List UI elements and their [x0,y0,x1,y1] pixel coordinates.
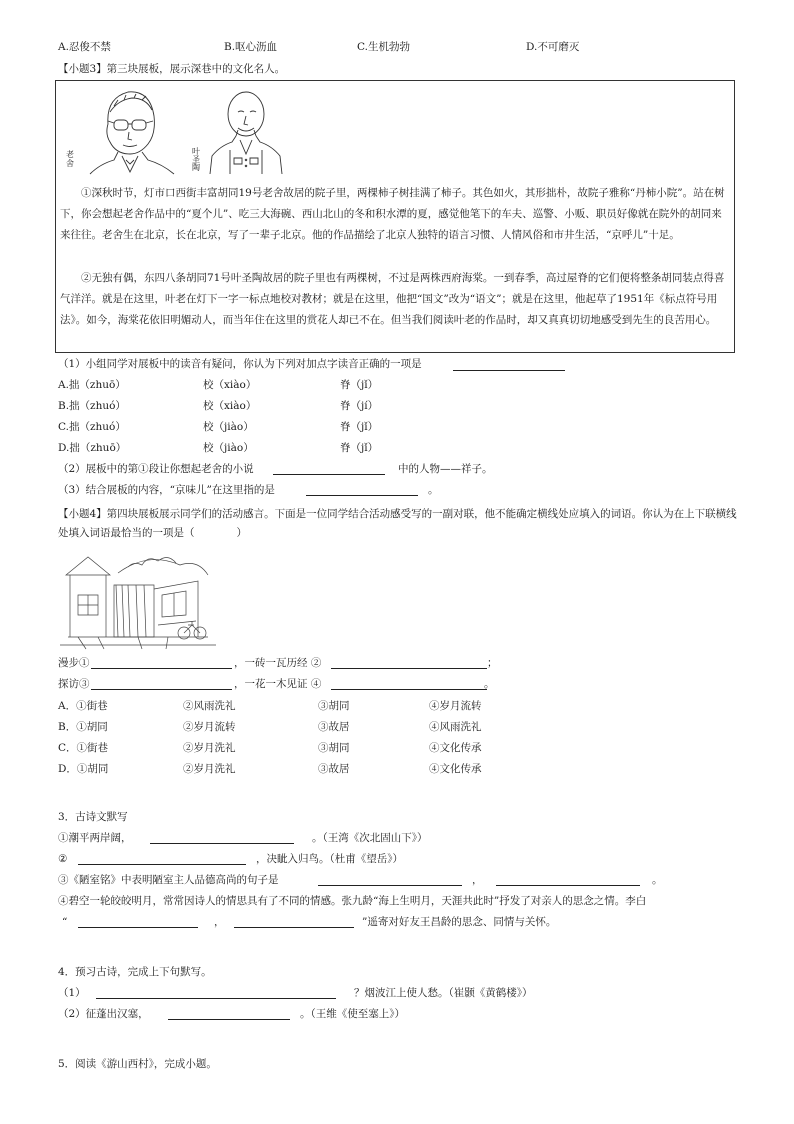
q4-b-3: ③故居 [318,721,350,733]
hutong-sketch [58,545,218,653]
sub1-c-2: 校（jiào） [203,421,254,433]
sec3-line1-end: 。（王湾《次北固山下》） [312,832,428,844]
laoshe-caption: 老舍 [66,150,74,168]
q4-d-3: ③故居 [318,763,350,775]
sub1-b-2: 校（xiào） [203,400,257,412]
yeshengtao-portrait [200,84,290,176]
sec3-blank-3[interactable] [318,885,462,886]
sub1-a-2: 校（xiào） [203,379,257,391]
sec3-line3-comma: ， [472,874,483,886]
yeshengtao-caption: 叶圣陶 [192,147,200,172]
sec4-blank-2[interactable] [168,1019,290,1020]
q4-b-4: ④风雨洗礼 [429,721,482,733]
sec3-blank-6[interactable] [234,927,354,928]
q4-b-2: ②岁月流转 [183,721,236,733]
sec4-title: 4．预习古诗，完成上下句默写。 [58,966,212,978]
sub1-c-3: 脊（jǐ） [340,421,379,433]
sec4-line2-end: 。（王维《使至塞上》） [300,1008,405,1020]
q4-c-4: ④文化传承 [429,742,482,754]
q3-sub1-answer-blank[interactable] [453,370,565,371]
sub1-b-1: B.拙（zhuó） [58,400,126,412]
sec3-title: 3．古诗文默写 [58,811,128,823]
sub1-a-1: A.拙（zhuō） [58,379,126,391]
sec3-blank-5[interactable] [78,927,198,928]
q3-sub2-stem: （2）展板中的第①段让你想起老舍的小说 [58,463,254,475]
couplet-blank-1[interactable] [91,668,232,669]
couplet-line1-start: 漫步① [58,657,90,669]
couplet-line2-start: 探访③ [58,678,90,690]
q4-d-4: ④文化传承 [429,763,482,775]
q3-sub2-tail: 中的人物——祥子。 [398,463,493,475]
sec3-line4: ④碧空一轮皎皎明月，常常因诗人的情思具有了不同的情感。张九龄“海上生明月，天涯共此时”抒发了对亲人的思念之情。李白 [58,895,647,907]
sec3-blank-1[interactable] [150,843,294,844]
option-a: A.忍俊不禁 [58,41,111,53]
sec3-line3-start: ③《陋室铭》中表明陋室主人品德高尚的句子是 [58,874,279,886]
q4-a-1: A．①街巷 [58,700,108,712]
sub1-c-1: C.拙（zhuó） [58,421,126,433]
q4-d-2: ②岁月洗礼 [183,763,236,775]
laoshe-portrait [78,84,178,176]
sub1-a-3: 脊（jǐ） [340,379,379,391]
q3-sub3-answer-blank[interactable] [306,495,418,496]
couplet-blank-3[interactable] [91,689,232,690]
q3-sub2-answer-blank[interactable] [273,474,385,475]
couplet-blank-2[interactable] [331,668,487,669]
sec3-line2-end: ，决眦入归鸟。（杜甫《望岳》） [256,853,403,865]
sec4-line2-start: （2）征蓬出汉塞， [58,1008,149,1020]
couplet-line2-end: 。 [484,678,495,690]
sec4-line1-end: ？烟波江上使人愁。（崔颢《黄鹤楼》） [354,987,533,999]
q4-a-2: ②风雨洗礼 [183,700,236,712]
sec3-blank-2[interactable] [78,864,246,865]
q3-sub1-stem: （1）小组同学对展板中的读音有疑问，你认为下列对加点字读音正确的一项是 [58,358,422,370]
q4-header: 【小题4】第四块展板展示同学们的活动感言。下面是一位同学结合活动感受写的一副对联，他不能确定横线处应填入的词语。你认为在上下联横线处填入词语最恰当的一项是（ ） [58,508,737,539]
q3-paragraph-2: ②无独有偶，东四八条胡同71号叶圣陶故居的院子里也有两棵树，不过是两株西府海棠。一到春季，高过屋脊的它们便将整条胡同装点得喜气洋洋。就是在这里，叶老在灯下一字一标点地校对教材；就是在这里，他把“国文”改为“语文”；就是在这里，他起草了1951年《标点符号用法》。如今，海棠花依旧明媚动人，而当年住在这里的赏花人却已不在。但当我们阅读叶老的作品时，却又真真切切地感受到先生的良苦用心。 [60,272,725,327]
q4-c-3: ③胡同 [318,742,350,754]
option-b: B.呕心沥血 [224,41,278,53]
sec3-line5-end: ”遥寄对好友王昌龄的思念、同情与关怀。 [362,916,557,928]
q3-paragraph-1: ①深秋时节，灯市口西街丰富胡同19号老舍故居的院子里，两棵柿子树挂满了柿子。其色如火，其形拙朴，故院子雅称“丹柿小院”。站在树下，你会想起老舍作品中的“夏个儿”、吃三大海碗、西山北山的冬和积水潭的夏，感觉他笔下的车夫、巡警、小贩、职员好像就在院外的胡同来来往往。老舍生在北京，长在北京，写了一辈子北京。他的作品描绘了北京人独特的语言习惯、人情风俗和市井生活，“京呼儿”十足。 [60,187,725,242]
q3-sub3-tail: 。 [428,484,439,496]
option-d: D.不可磨灭 [526,41,580,53]
q3-sub3-stem: （3）结合展板的内容，“京味儿”在这里指的是 [58,484,275,496]
q3-header: 【小题3】第三块展板，展示深巷中的文化名人。 [58,63,286,75]
sec3-line2-start: ② [58,853,68,865]
sec4-line1-start: （1） [58,987,86,999]
couplet-line1-mid: ，一砖一瓦历经 ② [234,657,322,669]
option-c: C.生机勃勃 [357,41,410,53]
q4-c-2: ②岁月洗礼 [183,742,236,754]
couplet-line2-mid: ，一花一木见证 ④ [234,678,322,690]
sec3-line5-comma: ， [214,916,225,928]
q4-a-3: ③胡同 [318,700,350,712]
q4-b-1: B．①胡同 [58,721,108,733]
couplet-line1-end: ； [487,657,498,669]
sec3-line5-quote: “ [62,916,68,928]
sec3-blank-4[interactable] [496,885,640,886]
sub1-d-1: D.拙（zhuō） [58,442,127,454]
q4-c-1: C．①街巷 [58,742,109,754]
sub1-d-2: 校（jiào） [203,442,254,454]
sec5-title: 5．阅读《游山西村》，完成小题。 [58,1058,217,1070]
sub1-d-3: 脊（jǐ） [340,442,379,454]
sub1-b-3: 脊（jí） [340,400,379,412]
q4-d-1: D．①胡同 [58,763,109,775]
sec3-line1-start: ①潮平两岸阔， [58,832,132,844]
q4-a-4: ④岁月流转 [429,700,482,712]
sec4-blank-1[interactable] [96,998,336,999]
sec3-line3-end: 。 [652,874,663,886]
couplet-blank-4[interactable] [331,689,487,690]
